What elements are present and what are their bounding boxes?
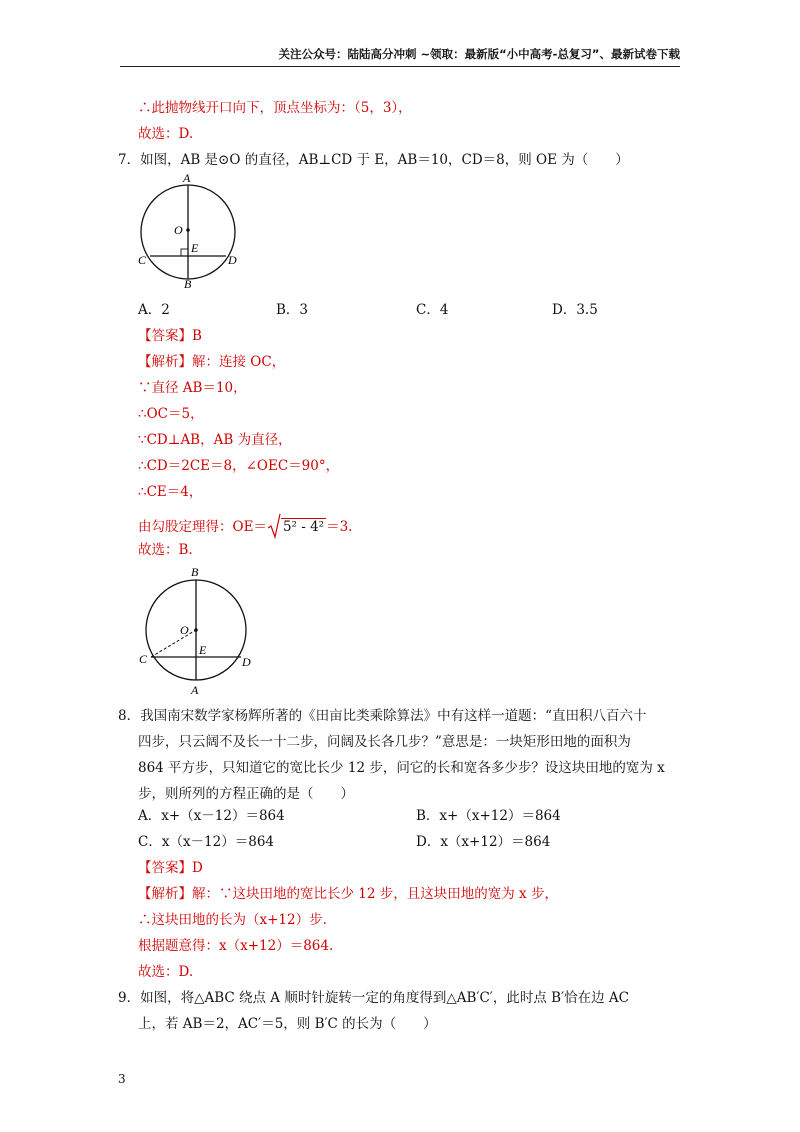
center-point: [186, 228, 190, 232]
center-point-2: [194, 628, 198, 632]
q9-stem-line-1: 9．如图，将△ABC 绕点 A 顺时针旋转一定的角度得到△AB′C′，此时点 B′恰在边 AC: [118, 990, 630, 1006]
q7-analysis-line-6: ∴CE＝4，: [138, 484, 203, 500]
q8-option-a: A．x+（x－12）＝864: [138, 808, 285, 824]
q8-stem-line-1: 8．我国南宋数学家杨辉所著的《田亩比类乘除算法》中有这样一道题：“直田积八百六十: [118, 708, 647, 724]
q8-stem-line-3: 864 平方步，只知道它的宽比长少 12 步，问它的长和宽各多少步？设这块田地的宽为 x: [138, 760, 665, 776]
label-b-2: B: [191, 565, 199, 579]
label-a-2: A: [191, 683, 199, 697]
q7-analysis-line-4: ∵CD⊥AB，AB 为直径，: [138, 432, 292, 448]
page-header: 关注公众号：陆陆高分冲刺 ~领取：最新版“小中高考-总复习”、最新试卷下载: [278, 47, 680, 61]
prev-solution-line-1: ∴此抛物线开口向下，顶点坐标为：（5，3），: [138, 100, 412, 116]
label-c-2: C: [139, 652, 148, 666]
label-d: D: [228, 253, 237, 267]
q8-analysis-line-4: 故选：D.: [138, 964, 194, 980]
label-e: E: [191, 241, 199, 255]
q8-analysis-line-2: ∴这块田地的长为（x+12）步.: [138, 912, 327, 928]
label-o-2: O: [180, 623, 189, 637]
q8-analysis-line-1: 【解析】解：∵这块田地的宽比长少 12 步，且这块田地的宽为 x 步，: [138, 886, 558, 902]
pythagoras-prefix: 由勾股定理得：OE＝: [138, 519, 267, 535]
q9-stem-line-2: 上，若 AB＝2，AC′＝5，则 B′C 的长为（ ）: [138, 1016, 437, 1032]
q7-pythagoras-line: [138, 513, 352, 539]
q7-figure-1: [130, 170, 250, 292]
dashed-segment-oc: [151, 630, 196, 657]
label-b: B: [184, 277, 192, 291]
q8-analysis-line-3: 根据题意得：x（x+12）＝864.: [138, 938, 334, 954]
label-o: O: [174, 223, 183, 237]
q7-answer: 【答案】B: [138, 328, 202, 344]
header-divider: [120, 66, 680, 67]
q8-option-d: D．x（x+12）＝864: [416, 834, 551, 850]
right-angle-mark: [181, 249, 188, 256]
q7-option-b: B．3: [276, 302, 309, 318]
label-d-2: D: [242, 655, 251, 669]
prev-solution-choice: 故选：D.: [138, 126, 194, 142]
label-e-2: E: [199, 643, 207, 657]
q7-analysis-line-2: ∵直径 AB＝10，: [138, 380, 247, 396]
q7-choose: 故选：B.: [138, 542, 193, 558]
q7-analysis-line-5: ∴CD＝2CE＝8，∠OEC＝90°，: [138, 458, 340, 474]
square-root-expression: [267, 513, 326, 539]
q7-stem: 7．如图，AB 是⊙O 的直径，AB⊥CD 于 E，AB＝10，CD＝8，则 OE 为（ ）: [118, 152, 629, 168]
q7-figure-2: [132, 562, 262, 698]
q7-option-a: A．2: [138, 302, 170, 318]
radicand: 5² - 4²: [282, 519, 325, 535]
pythagoras-suffix: ＝3.: [326, 519, 353, 535]
q7-analysis-line-1: 【解析】解：连接 OC，: [138, 354, 286, 370]
label-c: C: [138, 253, 147, 267]
q8-answer: 【答案】D: [138, 860, 203, 876]
q8-option-c: C．x（x－12）＝864: [138, 834, 275, 850]
q8-stem-line-2: 四步，只云阔不及长一十二步，问阔及长各几步？”意思是：一块矩形田地的面积为: [138, 734, 631, 750]
q7-option-d: D．3.5: [552, 302, 598, 318]
page-number: 3: [118, 1072, 126, 1086]
q7-option-c: C．4: [416, 302, 449, 318]
q8-option-b: B．x+（x+12）＝864: [416, 808, 561, 824]
q8-stem-line-4: 步，则所列的方程正确的是（ ）: [138, 786, 354, 802]
q7-analysis-line-3: ∴OC＝5，: [138, 406, 204, 422]
label-a: A: [183, 171, 191, 185]
radical-sign-icon: [267, 513, 281, 539]
